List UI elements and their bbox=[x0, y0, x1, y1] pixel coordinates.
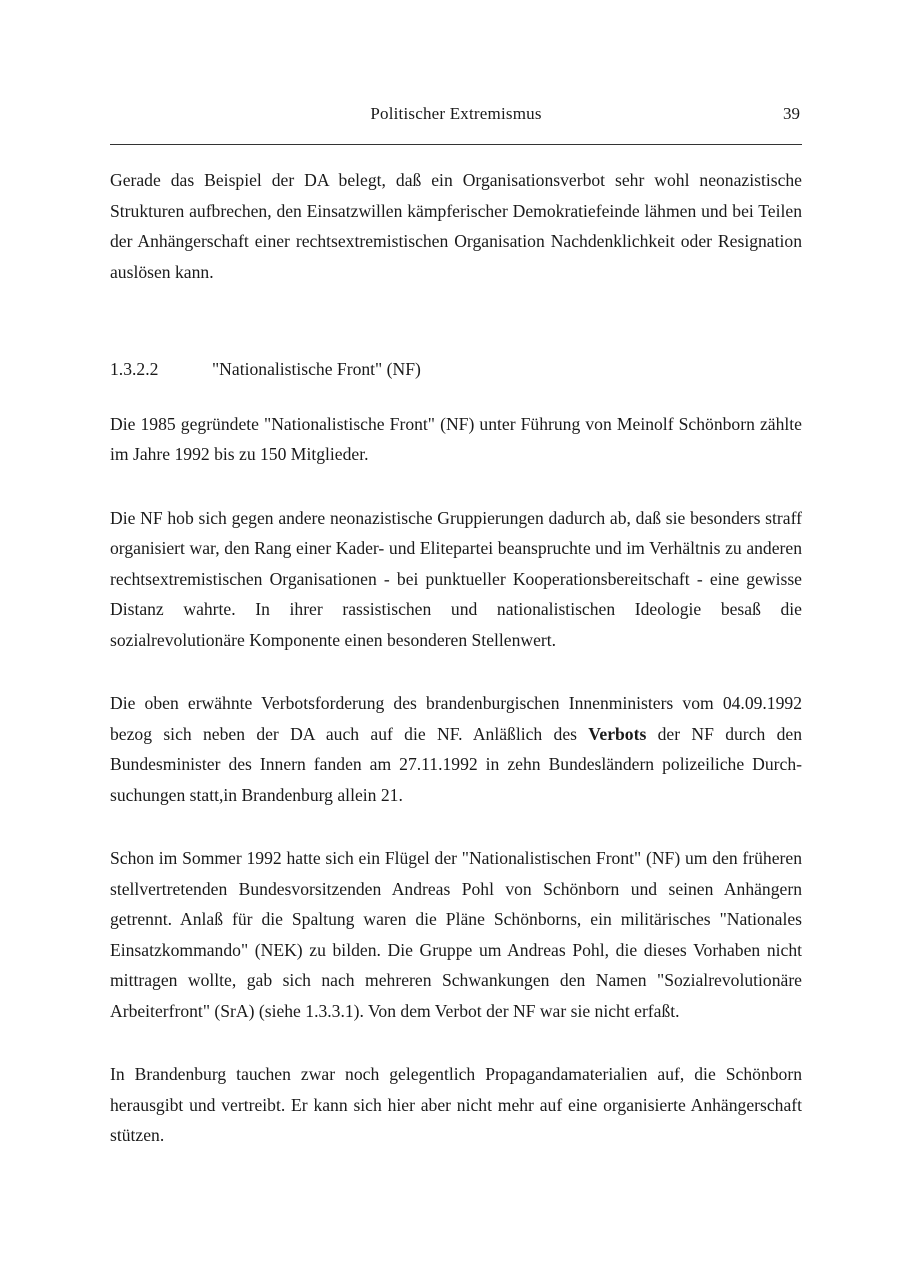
paragraph-organisation: Die NF hob sich gegen andere neonazistische Gruppierungen dadurch ab, daß sie besonders straff organisiert war, den Rang einer Kader- und Elitepartei beanspruchte und im Verhältnis zu anderen rechtsextremistischen Organisationen - bei punktueller Kooperationsbereitschaft - eine gewisse Distanz wahrte. In ihrer rassistischen und nationalistischen Ideologie besaß die sozialrevolutionäre Komponente einen besonderen Stellenwert. bbox=[110, 507, 802, 650]
section-number: 1.3.2.2 bbox=[110, 359, 159, 379]
paragraph-intro: Gerade das Beispiel der DA belegt, daß ein Organisationsverbot sehr wohl neonazistische Strukturen aufbrechen, den Einsatzwillen kämpferischer Demokratiefeinde lähmen und bei Teilen der Anhängerschaft einer rechtsextremistischen Organisation Nachdenklichkeit oder Resignation auslösen kann. bbox=[110, 170, 802, 282]
paragraph-split: Schon im Sommer 1992 hatte sich ein Flügel der "Nationalistischen Front" (NF) um den früheren stellvertretenden Bundesvorsitzenden Andreas Pohl von Schönborn und seinen Anhängern getrennt. Anlaß für die Spaltung waren die Pläne Schönborns, ein militärisches "Nationales Einsatzkommando" (NEK) zu bilden. Die Gruppe um Andreas Pohl, die dieses Vorhaben nicht mittragen wollte, gab sich nach mehreren Schwankungen den Namen "Sozialrevolutionäre Arbeiterfront" (SrA) (siehe 1.3.3.1). Von dem Verbot der NF war sie nicht erfaßt. bbox=[110, 848, 802, 1021]
paragraph-ban bbox=[110, 688, 802, 810]
paragraph-brandenburg: In Brandenburg tauchen zwar noch gelegentlich Propagandamaterialien auf, die Schönborn herausgibt und vertreibt. Er kann sich hier aber nicht mehr auf eine organisierte Anhängerschaft stützen. bbox=[110, 1064, 802, 1145]
header-title: Politischer Extremismus bbox=[370, 104, 542, 123]
section-title: "Nationalistische Front" (NF) bbox=[212, 359, 421, 379]
section-heading bbox=[110, 354, 802, 385]
page-body bbox=[110, 165, 802, 1151]
running-header bbox=[110, 104, 802, 145]
ban-text-end: der NF durch den Bundesminister des Innern fanden am 27.11.1992 in zehn Bundesländern polizeiliche Durchsuchungen statt,in Brandenburg allein 21. bbox=[110, 723, 802, 805]
ban-keyword: Verbots bbox=[588, 723, 647, 744]
paragraph-founding: Die 1985 gegründete "Nationalistische Front" (NF) unter Führung von Meinolf Schönborn zählte im Jahre 1992 bis zu 150 Mitglieder. bbox=[110, 413, 802, 464]
page-number: 39 bbox=[783, 104, 800, 123]
ban-text-start: Die oben erwähnte Verbotsforderung des brandenburgischen Innenministers vom 04.09.1992 bezog sich neben der DA auch auf die NF. Anläßlich des bbox=[110, 693, 802, 744]
